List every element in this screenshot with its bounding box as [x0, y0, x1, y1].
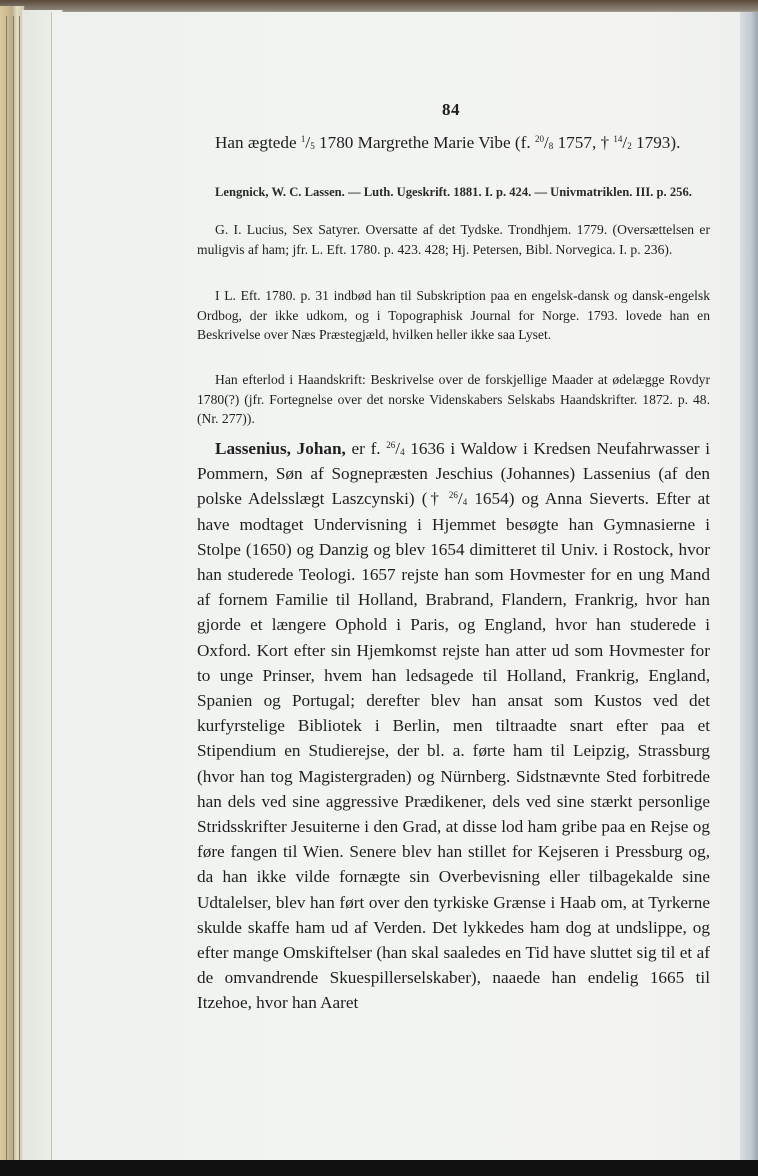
text: Han ægtede: [215, 133, 301, 152]
fraction-denominator: 4: [462, 497, 468, 508]
page-edge-line: [19, 16, 20, 1166]
fraction-denominator: 4: [400, 447, 405, 457]
fraction-denominator: 5: [310, 141, 315, 151]
scan-bottom-edge: [0, 1160, 758, 1176]
page-edge-line: [13, 16, 14, 1166]
text: 1654) og Anna Sieverts. Efter at have modtaget Undervisning i Hjemmet besøgte han Gymnasierne i Stolpe (1650) og Danzig og blev 1654 dimitteret til Univ. i Rostock, hvor han studerede Teologi. 1657 rejste han som Hovmester for en ung Mand af fornem Familie til Holland, Brabrand, Flandern, Frankrig, hvor han gjorde et længere Ophold i Paris, og England, hvor han studerede i Oxford. Kort efter sin Hjemkomst rejste han atter ud som Hovmester for to unge Prinser, hvem han ledsagede til Holland, Frankrig, England, Spanien og Portugal; derefter blev han ansat som Kustos ved det kurfyrstelige Bibliotek i Berlin, men tiltraadte snart efter paa et Stipendium en Studierejse, der bl. a. førte ham til Leipzig, Strassburg (hvor han tog Magistergraden) og Nürnberg. Sidstnævnte Sted forbitrede han dels ved sine aggressive Prædikener, dels ved sine stærkt personlige Stridsskrifter Jesuiterne i den Grad, at disse lod ham gribe paa en Rejse og føre fangen til Wien. Senere blev han stillet for Kejseren i Pressburg og, da han ikke vilde fornægte sin Overbevisning eller tilbagekalde sine Udtalelser, blev han ført over den tyrkiske Grænse i Haab om, at Tyrkerne skulde skaffe ham ud af Verden. Det lykkedes ham dog at undslippe, og efter mange Omskiftelser (han skal saaledes en Tid have sluttet sig til et af de omvandrende Skuespillerselskaber), naaede han endelig 1665 til Itzehoe, hvor han Aaret: [197, 489, 710, 1013]
text: 1793).: [631, 133, 681, 152]
fraction-numerator: 1: [300, 134, 306, 144]
fraction-numerator: 20: [534, 134, 544, 144]
fraction-denominator: 8: [548, 141, 554, 151]
fraction-numerator: 26: [448, 490, 458, 501]
fraction-numerator: 14: [613, 134, 623, 144]
fraction-numerator: 26: [386, 440, 396, 450]
page-edge-line: [6, 16, 7, 1166]
paragraph-references: Lengnick, W. C. Lassen. — Luth. Ugeskrift. 1881. I. p. 424. — Univmatriklen. III. p. 256.: [215, 185, 692, 199]
text: 1780 Margrethe Marie Vibe (f.: [314, 133, 535, 152]
paragraph-works-lucius: G. I. Lucius, Sex Satyrer. Oversatte af det Tydske. Trondhjem. 1779. (Oversættelsen er muligvis af ham; jfr. L. Eft. 1780. p. 423. 428; Hj. Petersen, Bibl. Norvegica. I. p. 236).: [197, 222, 710, 257]
page-number: 84: [442, 100, 460, 119]
page-right-shadow: [740, 12, 758, 1162]
paragraph-marriage: Han ægtede $^1/_5$ 1780 Margrethe Marie Vibe (f. $^{20}/_8$ 1757, † $^{14}/_2$ 1793).: [215, 133, 681, 152]
text: 1636 i Waldow i Kredsen Neufahrwasser i Pommern, Søn af Sognepræsten Jeschius (Johannes) Lassenius (af den polske Adelsslægt Laszcynski) (†: [197, 439, 711, 509]
text: er f.: [345, 439, 387, 458]
text: 1757, †: [553, 133, 614, 152]
paragraph-lassenius-biography: Lassenius, Johan, er f. $^{26}/_4$ 1636 i Waldow i Kredsen Neufahrwasser i Pommern, Søn af Sognepræsten Jeschius (Johannes) Lassenius (af den polske Adelsslægt Laszcynski) († $^{26}/_4$ 1654) og Anna Sieverts. Efter at have modtaget Undervisning i Hjemmet besøgte han Gymnasierne i Stolpe (1650) og Danzig og blev 1654 dimitteret til Univ. i Rostock, hvor han studerede Teologi. 1657 rejste han som Hovmester for en ung Mand af fornem Familie til Holland, Brabrand, Flandern, Frankrig, hvor han gjorde et længere Ophold i Paris, og England, hvor han studerede i Oxford. Kort efter sin Hjemkomst rejste han atter ud som Hovmester for to unge Prinser, hvem han ledsagede til Holland, Frankrig, England, Spanien og Portugal; derefter blev han ansat som Kustos ved det kurfyrstelige Bibliotek i Berlin, men tiltraadte snart efter paa et Stipendium en Studierejse, der bl. a. førte ham til Leipzig, Strassburg (hvor han tog Magistergraden) og Nürnberg. Sidstnævnte Sted forbitrede han dels ved sine aggressive Prædikener, dels ved sine stærkt personlige Stridsskrifter Jesuiterne i den Grad, at disse lod ham gribe paa en Rejse og føre fangen til Wien. Senere blev han stillet for Kejseren i Pressburg og, da han ikke vilde fornægte sin Overbevisning eller tilbagekalde sine Udtalelser, blev han ført over den tyrkiske Grænse i Haab om, at Tyrkerne skulde skaffe ham ud af Verden. Det lykkedes ham dog at undslippe, og efter mange Omskiftelser (han skal saaledes en Tid have sluttet sig til et af de omvandrende Skuespillerselskaber), naaede han endelig 1665 til Itzehoe, hvor han Aaret: [197, 439, 711, 1013]
entry-name: Lassenius, Johan,: [215, 439, 346, 458]
fraction-denominator: 2: [627, 141, 632, 151]
paragraph-subscription: I L. Eft. 1780. p. 31 indbød han til Subskription paa en engelsk-dansk og dansk-engelsk Ordbog, der ikke udkom, og i Topographisk Journal for Norge. 1793. lovede han en Beskrivelse over Næs Præstegjæld, hvilken heller ikke saa Lyset.: [197, 288, 710, 343]
paragraph-manuscript: Han efterlod i Haandskrift: Beskrivelse over de forskjellige Maader at ødelægge Rovdyr 1780(?) (jfr. Fortegnelse over det norske Videnskabers Selskabs Haandskrifter. 1872. p. 48. (Nr. 277)).: [197, 372, 710, 427]
